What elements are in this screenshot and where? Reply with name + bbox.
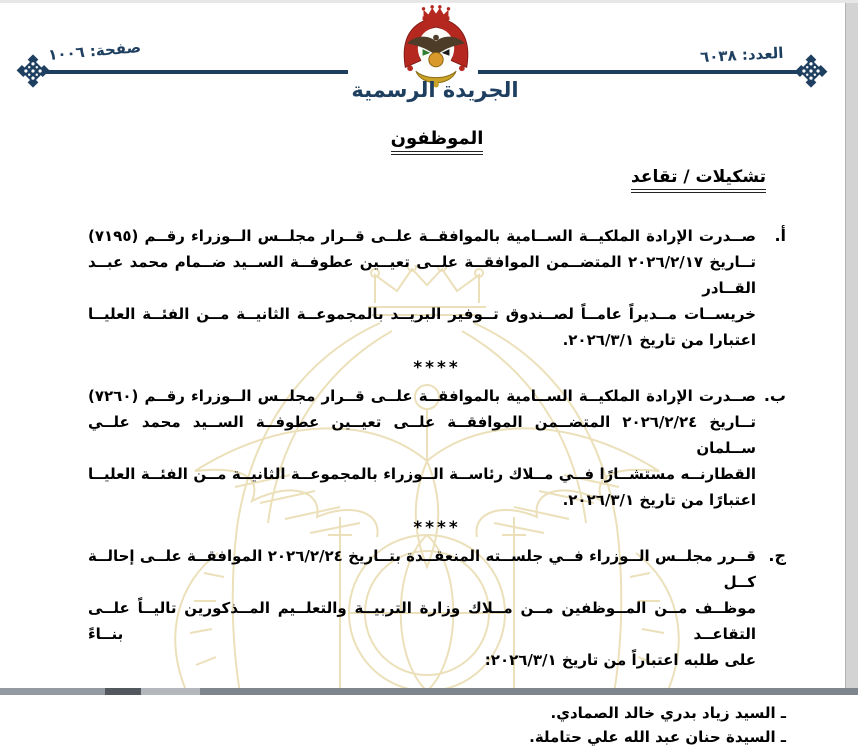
subsection-title-text: تشكيلات / تقاعد — [631, 167, 766, 193]
page-header — [0, 0, 846, 112]
paragraph-a-marker: أ. — [774, 226, 786, 245]
paragraph-b-line: اعتبارًا من تاريخ ٢٠٢٦/٣/١. — [562, 491, 756, 509]
asterisk-separator: **** — [413, 518, 461, 538]
paragraph-c-line: قــرر مجلــس الــوزراء فــي جلســته المنعقــدة بتــاريخ ٢٠٢٦/٢/٢٤ الموافقــة علــى إحالــة كــل — [88, 547, 756, 591]
paragraph-b-line: تــاريخ ٢٠٢٦/٢/٢٤ المتضــمن الموافقــة علــى تعيــين عطوفــة الســيد محمد علــي ســلمان — [88, 413, 756, 457]
page-number-label: صفحة: ١٠٠٦ — [47, 37, 142, 65]
paragraph-a — [88, 223, 786, 353]
scrollbar-thumb[interactable] — [105, 688, 141, 695]
retiree-list-item: ـ السيد زياد بدري خالد الصمادي. — [550, 704, 786, 722]
section-title — [88, 128, 786, 155]
knot-ornament-icon — [16, 54, 50, 88]
knot-ornament-icon — [794, 54, 828, 88]
paragraph-b-line: القطارنــه مستشــارًا فــي مــلاك رئاســة الــوزراء بالمجموعــة الثانيــة مــن الفئــة العليــا — [88, 465, 756, 483]
retiree-list — [88, 701, 786, 749]
paragraph-a-line: صــدرت الإرادة الملكيــة الســامية بالموافقــة علــى قــرار مجلــس الــوزراء رقــم (٧١٩٥) — [88, 227, 756, 245]
paragraph-b — [88, 383, 786, 513]
header-rule-left — [46, 70, 348, 74]
subsection-title — [88, 167, 766, 193]
page-right-margin — [845, 0, 858, 695]
paragraph-a-line: اعتبارا من تاريخ ٢٠٢٦/٣/١. — [562, 331, 756, 349]
paragraph-c-marker: ج. — [768, 546, 786, 565]
window-top-edge — [0, 0, 858, 3]
asterisk-separator: **** — [413, 358, 461, 378]
scrollbar-segment[interactable] — [0, 688, 105, 695]
bottom-scrollbar[interactable] — [0, 688, 858, 695]
paragraph-c-line: على طلبه اعتباراً من تاريخ ٢٠٢٦/٣/١: — [484, 651, 756, 669]
paragraph-c — [88, 543, 786, 673]
header-rule-right — [478, 70, 800, 74]
retiree-list-item: ـ السيدة حنان عبد الله علي حتاملة. — [529, 728, 786, 746]
paragraph-c-line: موظــف مــن المــوظفين مــن مــلاك وزارة التربيــة والتعلــيم المــذكورين تاليــاً علــى التقاعــد بنــاءً — [88, 599, 756, 643]
paragraph-b-line: صــدرت الإرادة الملكيــة الســامية بالموافقــة علــى قــرار مجلــس الــوزراء رقــم (٧٢٦٠) — [88, 387, 756, 405]
issue-number-label: العدد: ٦٠٣٨ — [699, 43, 784, 67]
paragraph-a-line: خريســات مــديراً عامــاً لصــندوق تــوفير البريــد بالمجموعــة الثانيــة مــن الفئــة العليــا — [88, 305, 756, 323]
section-title-text: الموظفون — [391, 128, 484, 155]
document-body — [0, 128, 846, 749]
paragraph-b-marker: ب. — [763, 386, 786, 405]
paragraph-a-line: تــاريخ ٢٠٢٦/٢/١٧ المتضــمن الموافقــة علــى تعيــين عطوفــة الســيد ضــمام محمد عبــد القــادر — [88, 253, 756, 297]
scrollbar-segment[interactable] — [141, 688, 200, 695]
gazette-title: الجريدة الرسمية — [351, 78, 519, 102]
